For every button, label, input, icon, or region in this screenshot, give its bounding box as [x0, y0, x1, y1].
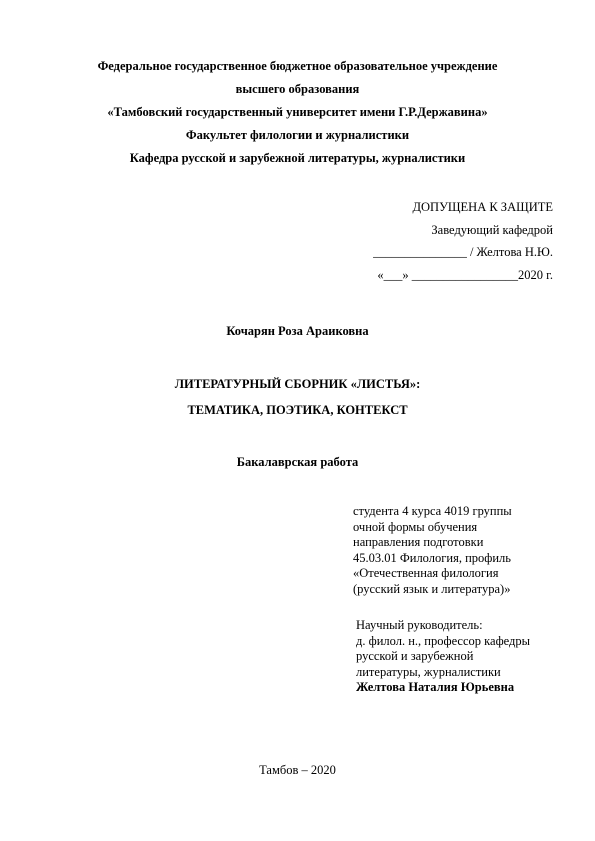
author-name: Кочарян Роза Араиковна	[226, 324, 369, 338]
approval-signature: _______________ / Желтова Н.Ю.	[373, 245, 553, 259]
supervisor-block	[356, 618, 530, 696]
education-level: высшего образования	[235, 82, 360, 96]
institution-type: Федеральное государственное бюджетное образовательное учреждение	[97, 59, 498, 73]
student-info	[353, 504, 512, 597]
work-type: Бакалаврская работа	[236, 455, 359, 469]
student-info-line: «Отечественная филология	[353, 566, 499, 580]
student-info-line: студента 4 курса 4019 группы	[353, 504, 512, 518]
student-info-line: (русский язык и литература)»	[353, 581, 511, 596]
supervisor-line: д. филол. н., профессор кафедры	[356, 633, 531, 648]
work-title-line1: ЛИТЕРАТУРНЫЙ СБОРНИК «ЛИСТЬЯ»:	[174, 377, 421, 391]
approval-title: ДОПУЩЕНА К ЗАЩИТЕ	[412, 200, 553, 214]
supervisor-line: литературы, журналистики	[356, 664, 501, 679]
approval-role: Заведующий кафедрой	[431, 223, 553, 237]
work-title-line2: ТЕМАТИКА, ПОЭТИКА, КОНТЕКСТ	[187, 403, 408, 417]
faculty-name: Факультет филологии и журналистики	[185, 128, 410, 142]
supervisor-name: Желтова Наталия Юрьевна	[356, 680, 515, 694]
student-info-line: направления подготовки	[353, 535, 484, 549]
student-info-line: 45.03.01 Филология, профиль	[353, 550, 511, 565]
student-info-line: очной формы обучения	[353, 519, 478, 534]
city-year: Тамбов – 2020	[259, 763, 336, 777]
approval-date: «___» _________________2020 г.	[377, 268, 553, 282]
university-name: «Тамбовский государственный университет имени Г.Р.Державина»	[107, 105, 488, 119]
supervisor-label: Научный руководитель:	[356, 618, 483, 632]
supervisor-line: русской и зарубежной	[356, 649, 474, 663]
department-name: Кафедра русской и зарубежной литературы, журналистики	[129, 151, 466, 165]
